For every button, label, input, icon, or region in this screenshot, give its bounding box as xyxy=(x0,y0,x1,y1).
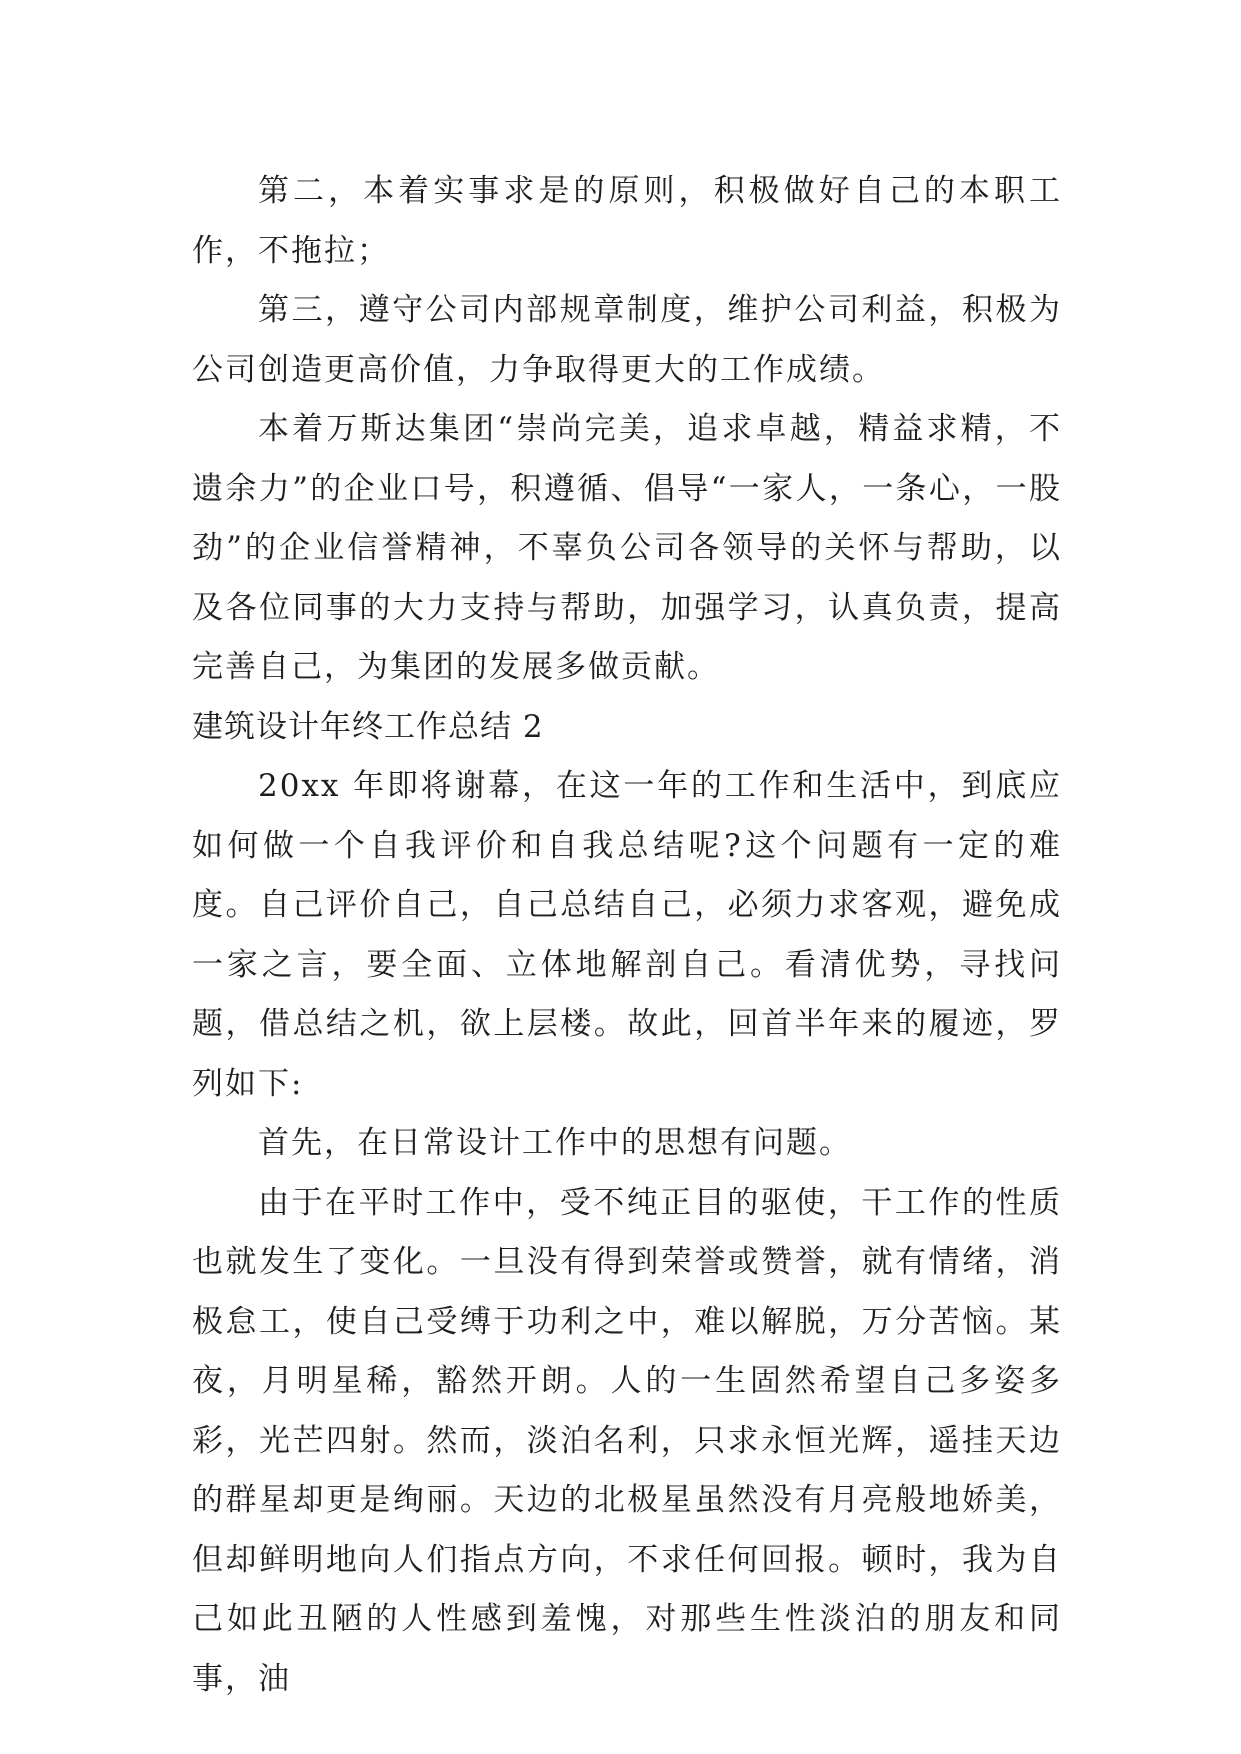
document-body xyxy=(192,162,1062,1709)
paragraph: 20xx 年即将谢幕，在这一年的工作和生活中，到底应如何做一个自我评价和自我总结呢?这个问题有一定的难度。自己评价自己，自己总结自己，必须力求客观，避免成一家之言，要全面、立体地解剖自己。看清优势，寻找问题，借总结之机，欲上层楼。故此，回首半年来的履迹，罗列如下: xyxy=(192,768,1062,1102)
paragraph: 首先，在日常设计工作中的思想有问题。 xyxy=(258,1125,852,1161)
paragraph: 本着万斯达集团“崇尚完美，追求卓越，精益求精，不遗余力”的企业口号，积遵循、倡导“一家人，一条心，一股劲”的企业信誉精神，不辜负公司各领导的关怀与帮助，以及各位同事的大力支持与帮助，加强学习，认真负责，提高完善自己，为集团的发展多做贡献。 xyxy=(192,411,1062,685)
section-heading: 建筑设计年终工作总结 2 xyxy=(192,708,544,745)
paragraph: 由于在平时工作中，受不纯正目的驱使，干工作的性质也就发生了变化。一旦没有得到荣誉或赞誉，就有情绪，消极怠工，使自己受缚于功利之中，难以解脱，万分苦恼。某夜，月明星稀，豁然开朗。人的一生固然希望自己多姿多彩，光芒四射。然而，淡泊名利，只求永恒光辉，遥挂天边的群星却更是绚丽。天边的北极星虽然没有月亮般地娇美，但却鲜明地向人们指点方向，不求任何回报。顿时，我为自己如此丑陋的人性感到羞愧，对那些生性淡泊的朋友和同事，油 xyxy=(192,1184,1062,1697)
paragraph: 第二，本着实事求是的原则，积极做好自己的本职工作，不拖拉； xyxy=(192,173,1062,269)
paragraph: 第三，遵守公司内部规章制度，维护公司利益，积极为公司创造更高价值，力争取得更大的工作成绩。 xyxy=(192,292,1062,388)
